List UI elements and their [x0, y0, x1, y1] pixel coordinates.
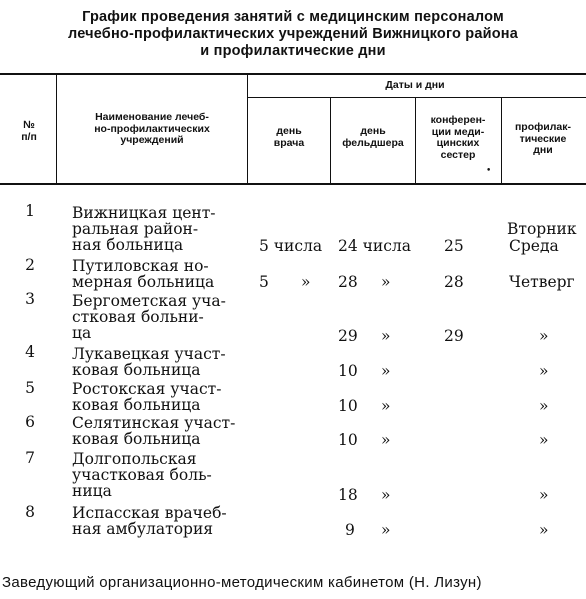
row-3-name: Бергометская уча- стковая больни- ца: [72, 292, 226, 342]
row-2-doctor-day: 5: [259, 273, 269, 291]
header-feldsher-day: день фельдшера: [342, 125, 404, 149]
row-2-feldsher-mark: »: [381, 273, 391, 291]
row-6-name: Селятинская участ- ковая больница: [72, 414, 236, 448]
row-1-number: 1: [25, 202, 35, 220]
row-6-prophy-1: »: [539, 431, 549, 449]
row-1-prophy-1: Вторник: [507, 220, 577, 238]
row-3-feldsher-mark: »: [381, 327, 391, 345]
col-divider-1: [56, 75, 57, 183]
header-bottom-rule: [0, 183, 586, 185]
footer-signature: Заведующий организационно-методическим кабинетом (Н. Лизун): [2, 574, 482, 591]
row-8-feldsher-mark: »: [381, 521, 391, 539]
title-line-1: График проведения занятий с медицинским персоналом: [82, 9, 504, 25]
row-3-number: 3: [25, 290, 35, 308]
header-institution: Наименование лечеб- но-профилактических учреждений: [94, 111, 210, 146]
title-line-3: и профилактические дни: [200, 43, 386, 59]
row-4-feldsher-mark: »: [381, 362, 391, 380]
col-divider-3: [330, 98, 331, 183]
header-prophylactic-days: профилак- тические дни: [514, 121, 572, 156]
row-8-feldsher-day: 9: [345, 521, 355, 539]
row-1-name: Вижницкая цент- ральная район- ная больница: [72, 204, 216, 254]
row-3-nurse-conf: 29: [444, 327, 464, 345]
row-2-prophy-1: Четверг: [509, 273, 575, 291]
header-number: № п/п: [21, 119, 37, 143]
row-3-feldsher-day: 29: [338, 327, 358, 345]
row-3-prophy-1: »: [539, 327, 549, 345]
row-6-feldsher-day: 10: [338, 431, 358, 449]
row-4-prophy-1: »: [539, 362, 549, 380]
row-2-feldsher-day: 28: [338, 273, 358, 291]
row-5-name: Ростокская участ- ковая больница: [72, 380, 222, 414]
header-nurse-conference: конферен- ции меди- цинских сестер: [430, 114, 486, 161]
title-line-2: лечебно-профилактических учреждений Вижницкого района: [67, 26, 519, 42]
row-8-prophy-1: »: [539, 521, 549, 539]
document-title: [0, 9, 586, 60]
dates-group-rule: [247, 97, 586, 98]
row-7-feldsher-day: 18: [338, 486, 358, 504]
header-doctor-day: день врача: [273, 125, 305, 149]
row-4-name: Лукавецкая участ- ковая больница: [72, 345, 226, 379]
row-7-prophy-1: »: [539, 486, 549, 504]
row-5-feldsher-mark: »: [381, 397, 391, 415]
row-8-number: 8: [25, 503, 35, 521]
table-top-rule: [0, 73, 586, 75]
row-4-feldsher-day: 10: [338, 362, 358, 380]
row-8-name: Испасская врачеб- ная амбулатория: [72, 504, 227, 538]
row-1-doctor-day: 5 числа: [259, 237, 323, 255]
asterisk-mark: •: [486, 166, 492, 176]
row-2-number: 2: [25, 256, 35, 274]
row-2-name: Путиловская но- мерная больница: [72, 257, 215, 291]
row-6-feldsher-mark: »: [381, 431, 391, 449]
row-2-nurse-conf: 28: [444, 273, 464, 291]
header-dates-group: Даты и дни: [385, 79, 445, 91]
row-7-name: Долгопольская участковая боль- ница: [72, 450, 212, 500]
row-1-feldsher-day: 24 числа: [338, 237, 411, 255]
row-4-number: 4: [25, 343, 35, 361]
row-1-prophy-2: Среда: [509, 237, 559, 255]
row-6-number: 6: [25, 413, 35, 431]
row-5-number: 5: [25, 379, 35, 397]
row-7-number: 7: [25, 449, 35, 467]
row-5-prophy-1: »: [539, 397, 549, 415]
row-1-nurse-conf: 25: [444, 237, 464, 255]
row-5-feldsher-day: 10: [338, 397, 358, 415]
col-divider-2: [247, 75, 248, 183]
row-7-feldsher-mark: »: [381, 486, 391, 504]
row-2-doctor-mark: »: [301, 273, 311, 291]
